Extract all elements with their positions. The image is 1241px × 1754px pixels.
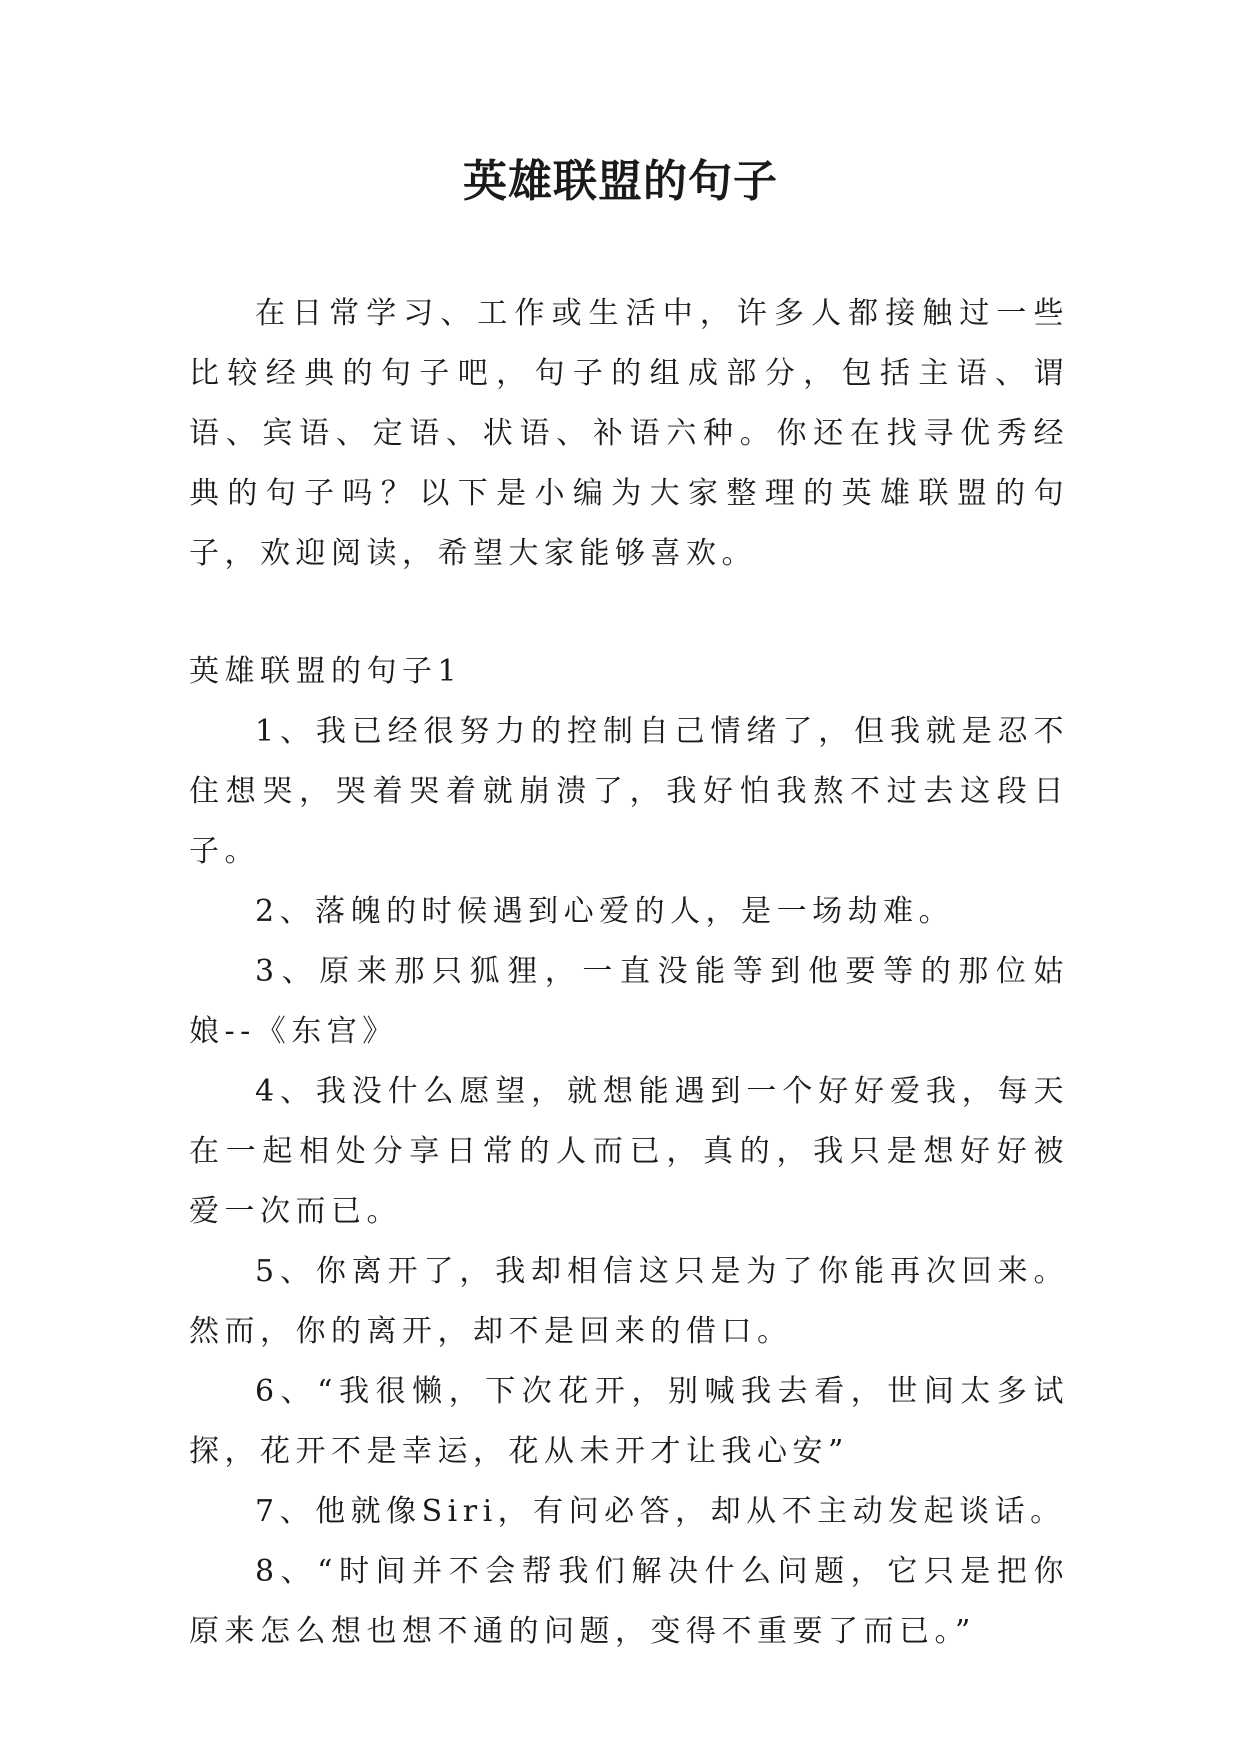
sentence-item: 3、原来那只狐狸，一直没能等到他要等的那位姑娘--《东宫》 (189, 954, 1069, 1049)
intro-paragraph: 在日常学习、工作或生活中，许多人都接触过一些比较经典的句子吧，句子的组成部分，包括主语、谓语、宾语、定语、状语、补语六种。你还在找寻优秀经典的句子吗？以下是小编为大家整理的英雄联盟的句子，欢迎阅读，希望大家能够喜欢。 (189, 296, 1069, 571)
section-heading: 英雄联盟的句子1 (189, 654, 463, 689)
sentence-item: 6、“我很懒，下次花开，别喊我去看，世间太多试探，花开不是幸运，花从未开才让我心安” (189, 1374, 1069, 1469)
sentence-item: 5、你离开了，我却相信这只是为了你能再次回来。然而，你的离开，却不是回来的借口。 (189, 1254, 1069, 1349)
sentence-item: 4、我没什么愿望，就想能遇到一个好好爱我，每天在一起相处分享日常的人而已，真的，我只是想好好被爱一次而已。 (189, 1074, 1069, 1229)
sentence-item: 7、他就像Siri，有问必答，却从不主动发起谈话。 (255, 1494, 1066, 1529)
document-title: 英雄联盟的句子 (463, 156, 778, 207)
sentence-item: 1、我已经很努力的控制自己情绪了，但我就是忍不住想哭，哭着哭着就崩溃了，我好怕我熬不过去这段日子。 (189, 714, 1069, 869)
sentence-item: 8、“时间并不会帮我们解决什么问题，它只是把你原来怎么想也想不通的问题，变得不重要了而已。” (189, 1554, 1069, 1649)
sentence-item: 2、落魄的时候遇到心爱的人，是一场劫难。 (255, 894, 955, 929)
document-body (189, 284, 1069, 1662)
